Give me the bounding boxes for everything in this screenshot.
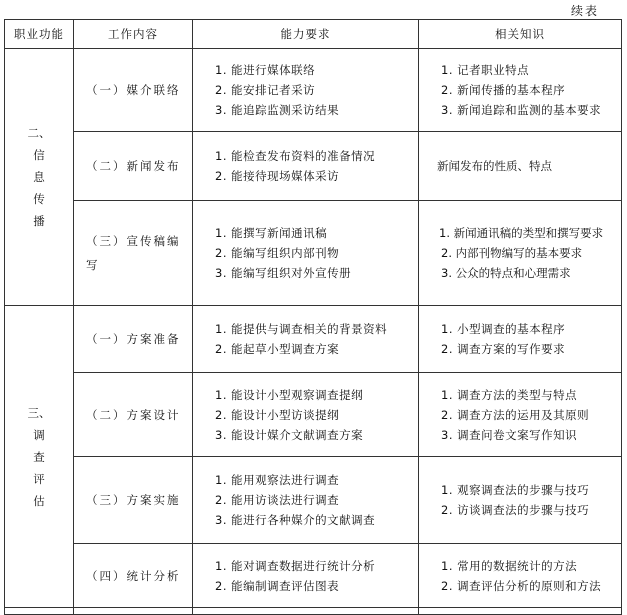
table-row — [5, 373, 622, 457]
ability-item: 1. 能撰写新闻通讯稿 — [215, 226, 328, 240]
knowledge-item: 2. 内部刊物编写的基本要求 — [441, 246, 583, 260]
knowledge-list — [419, 49, 622, 132]
ability-item: 2. 能安排记者采访 — [215, 83, 316, 97]
knowledge-item: 3. 新闻追踪和监测的基本要求 — [441, 103, 602, 117]
ability-item: 2. 能编写组织内部刊物 — [215, 246, 340, 260]
knowledge-item: 1. 记者职业特点 — [441, 63, 530, 77]
function-info-dissemination — [5, 49, 74, 306]
table-row — [5, 306, 622, 373]
table-row — [5, 457, 622, 544]
table-row — [5, 544, 622, 608]
ability-item: 2. 能设计小型访谈提纲 — [215, 407, 340, 422]
header-ability-requirements: 能力要求 — [193, 20, 419, 49]
work-content: （一）媒介联络 — [74, 49, 193, 132]
knowledge-list — [419, 201, 622, 306]
ability-list — [193, 306, 419, 373]
ability-item: 1. 能进行媒体联络 — [215, 63, 316, 77]
ability-item: 1. 能设计小型观察调查提纲 — [215, 387, 364, 402]
ability-item: 1. 能提供与调查相关的背景资料 — [215, 322, 388, 336]
work-content: （四）统计分析 — [74, 544, 193, 608]
function-text: 查 — [33, 449, 45, 464]
continued-label: 续表 — [571, 4, 600, 18]
knowledge-list — [419, 457, 622, 544]
ability-item: 2. 能起草小型调查方案 — [215, 342, 340, 356]
work-content: （二）方案设计 — [74, 373, 193, 457]
ability-list — [193, 457, 419, 544]
header-work-content: 工作内容 — [74, 20, 193, 49]
table-row — [5, 132, 622, 201]
empty-cell — [193, 608, 419, 615]
function-text: 三、 — [27, 405, 51, 420]
ability-list — [193, 201, 419, 306]
header-row — [5, 20, 622, 49]
knowledge-item: 1. 小型调查的基本程序 — [441, 322, 566, 336]
empty-cell — [419, 608, 622, 615]
function-text: 调 — [33, 427, 45, 442]
ability-item: 3. 能进行各种媒介的文献调查 — [215, 513, 376, 527]
knowledge-item: 2. 新闻传播的基本程序 — [441, 83, 566, 97]
ability-list — [193, 132, 419, 201]
function-text: 息 — [33, 170, 45, 184]
table-row-cutoff — [5, 608, 622, 615]
knowledge-item: 1. 调查方法的类型与特点 — [441, 387, 578, 402]
function-text: 传 — [33, 192, 45, 206]
ability-item: 3. 能设计媒介文献调查方案 — [215, 427, 364, 442]
knowledge-item: 2. 访谈调查法的步骤与技巧 — [441, 503, 590, 517]
function-text: 估 — [33, 493, 45, 508]
knowledge-item: 1. 观察调查法的步骤与技巧 — [441, 483, 590, 497]
knowledge-item: 3. 调查问卷文案写作知识 — [441, 427, 578, 442]
ability-item: 2. 能用访谈法进行调查 — [215, 493, 340, 507]
work-content: （一）方案准备 — [74, 306, 193, 373]
ability-item: 3. 能编写组织对外宣传册 — [215, 266, 352, 280]
table-row — [5, 49, 622, 132]
knowledge-item: 1. 新闻通讯稿的类型和撰写要求 — [439, 226, 604, 240]
ability-list — [193, 373, 419, 457]
empty-cell — [74, 608, 193, 615]
ability-list — [193, 49, 419, 132]
knowledge-item: 2. 调查评估分析的原则和方法 — [441, 578, 602, 593]
knowledge-list — [419, 373, 622, 457]
work-content: （三）宣传稿编写 — [74, 201, 193, 306]
knowledge-item: 新闻发布的性质、特点 — [437, 159, 552, 173]
competency-table — [4, 19, 622, 615]
function-text: 信 — [33, 148, 45, 162]
ability-item: 1. 能用观察法进行调查 — [215, 473, 340, 487]
ability-item: 2. 能接待现场媒体采访 — [215, 169, 340, 183]
function-survey-evaluation — [5, 306, 74, 608]
knowledge-item: 2. 调查方法的运用及其原则 — [441, 407, 590, 422]
header-related-knowledge: 相关知识 — [419, 20, 622, 49]
knowledge-list — [419, 544, 622, 608]
ability-item: 2. 能编制调查评估图表 — [215, 578, 340, 593]
ability-item: 3. 能追踪监测采访结果 — [215, 103, 340, 117]
empty-cell — [5, 608, 74, 615]
ability-item: 1. 能对调查数据进行统计分析 — [215, 558, 376, 573]
function-text: 评 — [33, 471, 45, 486]
knowledge-item: 2. 调查方案的写作要求 — [441, 342, 566, 356]
function-text: 播 — [33, 214, 45, 228]
knowledge-list — [419, 132, 622, 201]
knowledge-item: 3. 公众的特点和心理需求 — [441, 266, 571, 280]
knowledge-item: 1. 常用的数据统计的方法 — [441, 558, 578, 573]
ability-item: 1. 能检查发布资料的准备情况 — [215, 149, 376, 163]
work-content: （三）方案实施 — [74, 457, 193, 544]
function-text: 二、 — [27, 126, 51, 140]
knowledge-list — [419, 306, 622, 373]
table-row — [5, 201, 622, 306]
work-content: （二）新闻发布 — [74, 132, 193, 201]
ability-list — [193, 544, 419, 608]
header-function: 职业功能 — [5, 20, 74, 49]
